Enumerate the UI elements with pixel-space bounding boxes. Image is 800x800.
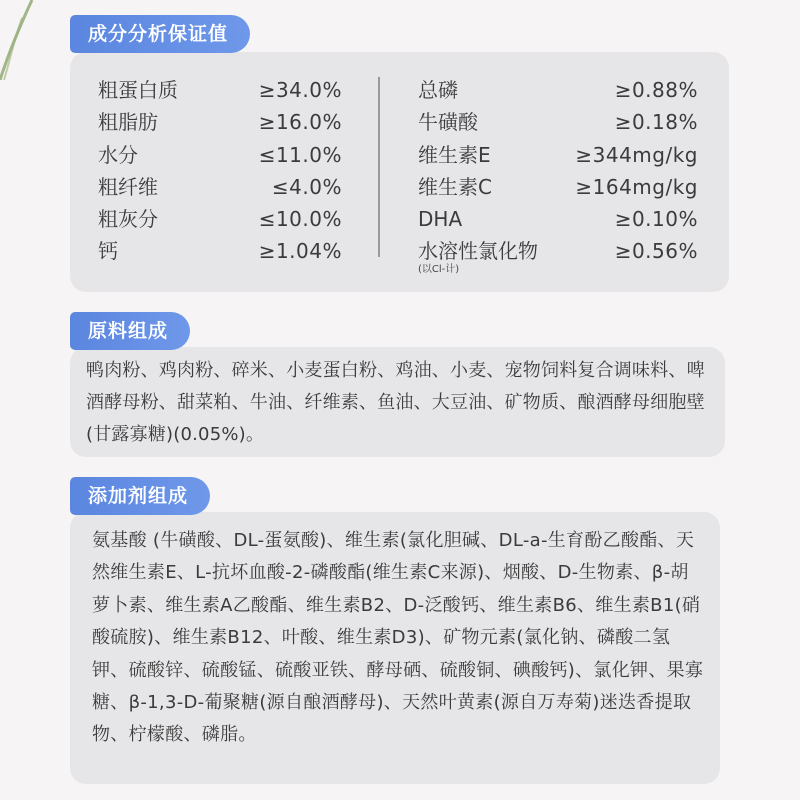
additives-text: 氨基酸 (牛磺酸、DL-蛋氨酸)、维生素(氯化胆碱、DL-a-生育酚乙酸酯、天然维生素E、L-抗坏血酸-2-磷酸酯(维生素C来源)、烟酸、D-生物素、β-胡萝卜素、维生素A乙酸酯、维生素B2、D-泛酸钙、维生素B6、维生素B1(硝酸硫胺)、维生素B12、叶酸、维生素D3)、矿物元素(氯化钠、磷酸二氢钾、硫酸锌、硫酸锰、硫酸亚铁、酵母硒、硫酸铜、碘酸钙)、氯化钾、果寡糖、β-1,3-D-葡聚糖(源自酿酒酵母)、天然叶黄素(源自万寿菊)迷迭香提取物、柠檬酸、磷脂。 <box>92 530 704 746</box>
additives-heading: 添加剂组成 <box>70 477 210 515</box>
additives-card <box>70 512 720 784</box>
nutrient-name: 水分 <box>98 142 138 167</box>
column-divider <box>378 77 380 257</box>
analysis-row <box>98 203 342 235</box>
analysis-row <box>98 171 342 203</box>
analysis-left-column <box>98 74 342 268</box>
analysis-row <box>98 139 342 171</box>
nutrient-value: ≥1.04% <box>258 239 342 264</box>
analysis-row <box>98 74 342 106</box>
analysis-row <box>98 106 342 138</box>
guaranteed-analysis-card <box>70 52 729 292</box>
analysis-row <box>418 74 698 106</box>
nutrient-name: 牛磺酸 <box>418 110 478 135</box>
nutrient-value: ≥164mg/kg <box>575 174 698 199</box>
analysis-row <box>418 139 698 171</box>
ingredients-card <box>70 347 725 457</box>
nutrient-name: 粗纤维 <box>98 174 158 199</box>
nutrient-value: ≤4.0% <box>271 174 342 199</box>
nutrient-name: 维生素C <box>418 174 492 199</box>
nutrient-name: 维生素E <box>418 142 491 167</box>
nutrient-name: 粗蛋白质 <box>98 78 178 102</box>
ingredients-text: 鸭肉粉、鸡肉粉、碎米、小麦蛋白粉、鸡油、小麦、宠物饲料复合调味料、啤酒酵母粉、甜菜粕、牛油、纤维素、鱼油、大豆油、矿物质、酿酒酵母细胞壁(甘露寡糖)(0.05%)。 <box>86 360 705 445</box>
nutrient-name: 粗灰分 <box>98 207 158 232</box>
analysis-row <box>98 235 342 267</box>
analysis-row <box>418 203 698 235</box>
nutrient-name: 钙 <box>98 239 118 264</box>
nutrient-value: ≥16.0% <box>258 110 342 135</box>
nutrient-value: ≤11.0% <box>258 142 342 167</box>
analysis-row <box>418 171 698 203</box>
nutrient-value: ≥0.88% <box>614 78 698 102</box>
nutrient-name: DHA <box>418 207 463 232</box>
nutrient-name: 总磷 <box>418 78 458 102</box>
nutrient-name: 水溶性氯化物 <box>418 239 538 264</box>
nutrient-value: ≥344mg/kg <box>575 142 698 167</box>
nutrient-note: (以Cl-计) <box>418 264 460 276</box>
nutrient-value: ≥34.0% <box>258 78 342 102</box>
nutrient-value: ≥0.18% <box>614 110 698 135</box>
analysis-right-column <box>418 74 698 276</box>
ingredients-heading: 原料组成 <box>70 312 190 350</box>
leaf-decoration <box>0 0 40 80</box>
nutrient-value: ≥0.10% <box>614 207 698 232</box>
guaranteed-analysis-heading: 成分分析保证值 <box>70 15 250 53</box>
analysis-row <box>418 106 698 138</box>
nutrient-name: 粗脂肪 <box>98 110 158 135</box>
nutrient-value: ≥0.56% <box>614 239 698 264</box>
nutrient-value: ≤10.0% <box>258 207 342 232</box>
analysis-row <box>418 235 698 276</box>
